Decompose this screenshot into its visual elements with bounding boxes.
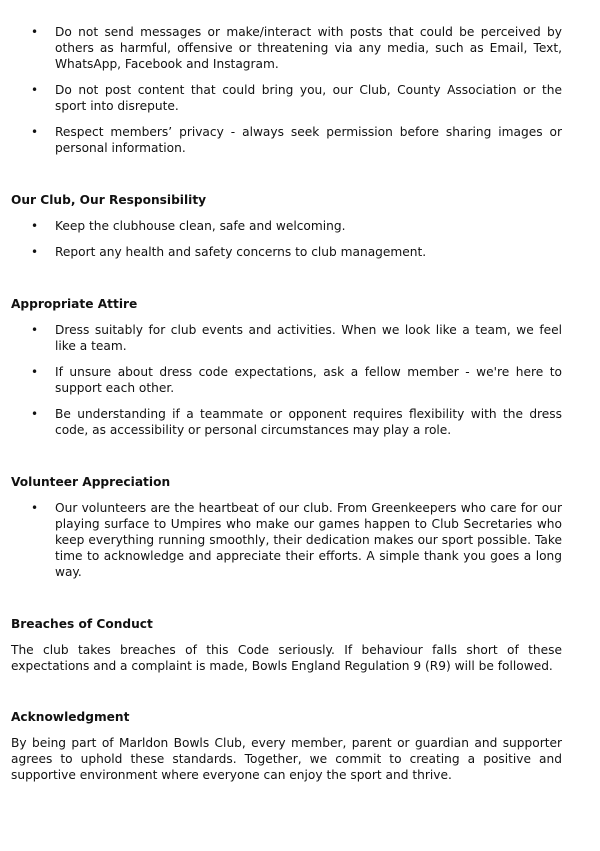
bullet-icon: • [31, 501, 39, 515]
volunteer-appreciation-list [11, 500, 562, 580]
bullet-icon: • [31, 245, 39, 259]
appropriate-attire-heading: Appropriate Attire [11, 297, 138, 311]
bullet-icon: • [31, 83, 39, 97]
list-item-text: Our volunteers are the heartbeat of our club. From Greenkeepers who care for our playing surface to Umpires who make our games happen to Club Secretaries who keep everything running smoothly, their dedication makes our sport possible. Take time to acknowledge and appreciate their efforts. A simple thank you goes a long way. [55, 501, 562, 579]
list-item-text: Dress suitably for club events and activities. When we look like a team, we feel like a team. [55, 323, 562, 353]
acknowledgment-paragraph: By being part of Marldon Bowls Club, every member, parent or guardian and supporter agrees to uphold these standards. Together, we commit to creating a positive and supportive environment where everyone can enjoy the sport and thrive. [11, 736, 562, 782]
list-item [11, 244, 562, 260]
bullet-icon: • [31, 125, 39, 139]
bullet-icon: • [31, 365, 39, 379]
club-responsibility-heading: Our Club, Our Responsibility [11, 193, 207, 207]
list-item-text: Report any health and safety concerns to club management. [55, 245, 427, 259]
breaches-paragraph: The club takes breaches of this Code seriously. If behaviour falls short of these expectations and a complaint is made, Bowls England Regulation 9 (R9) will be followed. [11, 643, 562, 673]
bullet-icon: • [31, 219, 39, 233]
list-item [11, 24, 562, 72]
bullet-icon: • [31, 323, 39, 337]
breaches-heading: Breaches of Conduct [11, 617, 153, 631]
bullet-icon: • [31, 25, 39, 39]
list-item-text: If unsure about dress code expectations, ask a fellow member - we're here to support each other. [55, 365, 562, 395]
list-item-text: Do not post content that could bring you, our Club, County Association or the sport into disrepute. [55, 83, 562, 113]
list-item-text: Keep the clubhouse clean, safe and welcoming. [55, 219, 346, 233]
online-conduct-list [11, 24, 562, 156]
acknowledgment-heading: Acknowledgment [11, 710, 130, 724]
volunteer-appreciation-heading: Volunteer Appreciation [11, 475, 171, 489]
bullet-icon: • [31, 407, 39, 421]
list-item [11, 218, 562, 234]
list-item-text: Do not send messages or make/interact with posts that could be perceived by others as harmful, offensive or threatening via any media, such as Email, Text, WhatsApp, Facebook and Instagram. [55, 25, 562, 71]
appropriate-attire-list [11, 322, 562, 438]
club-responsibility-list [11, 218, 562, 260]
list-item [11, 124, 562, 156]
list-item [11, 322, 562, 354]
list-item [11, 82, 562, 114]
list-item [11, 406, 562, 438]
list-item [11, 364, 562, 396]
list-item-text: Respect members’ privacy - always seek permission before sharing images or personal information. [55, 125, 562, 155]
list-item-text: Be understanding if a teammate or opponent requires flexibility with the dress code, as accessibility or personal circumstances may play a role. [55, 407, 562, 437]
list-item [11, 500, 562, 580]
